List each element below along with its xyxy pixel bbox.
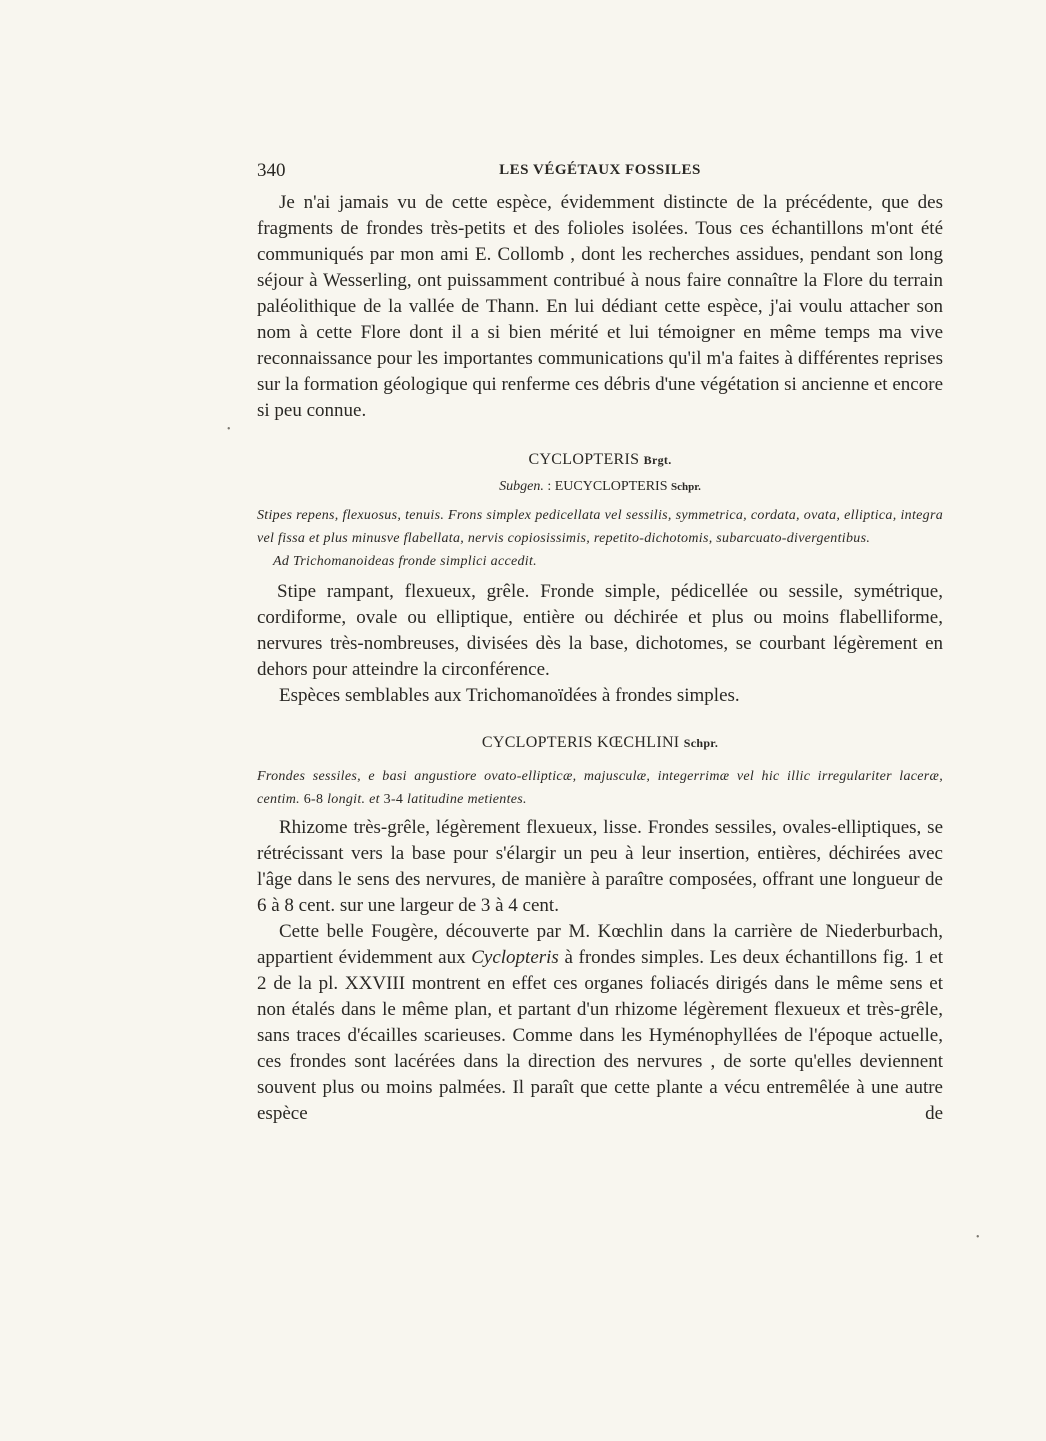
subgenus-separator: : [543,479,555,494]
species-heading [257,733,943,753]
genus-heading-author: Brgt. [643,453,672,467]
genus-name-italic: Cyclopteris [471,947,559,968]
page-number: 340 [257,160,286,181]
species-heading-author: Schpr. [683,736,719,750]
genus-heading [257,450,943,470]
genus-latin-affinity: Ad Trichomanoideas fronde simplici accedit. [273,554,537,569]
subgenus-label: Subgen. [499,479,544,494]
species-description: Rhizome très-grêle, légèrement flexueux, lisse. Frondes sessiles, ovales-elliptiques, se rétrécissant vers la base pour s'élargir un peu à leur insertion, entières, déchirées avec l'âge dans le sens des nervures, de manière à paraître composées, offrant une longueur de 6 à 8 cent. sur une largeur de 3 à 4 cent. [257,817,943,916]
margin-mark: • [227,424,231,435]
species-latin-part: longit. et [323,792,384,807]
species-latin-description [257,765,943,811]
genus-latin-description: Stipes repens, flexuosus, tenuis. Frons simplex pedicellata vel sessilis, symmetrica, cordata, ovata, elliptica, integra vel fissa et plus minusve flabellata, nervis copiosissimis, repetito-dichotomis, subarcuato-divergentibus. [257,508,943,546]
species-latin-width: 3-4 [383,792,404,807]
species-heading-name: CYCLOPTERIS KŒCHLINI [481,734,680,751]
species-latin-part: latitudine metientes. [403,792,527,807]
margin-mark: • [976,1232,980,1243]
genus-french-description: Stipe rampant, flexueux, grêle. Fronde simple, pédicellée ou sessile, symétrique, cordiforme, ovale ou elliptique, entière ou déchirée et plus ou moins flabelliforme, nervures très-nombreuses, divisées dès la base, dichotomes, se courbant légèrement en dehors pour atteindre la circonférence. [257,581,943,680]
genus-heading-name: CYCLOPTERIS [528,451,640,468]
subgenus-line [257,478,943,496]
running-head [257,158,943,184]
species-latin-length: 6-8 [303,792,324,807]
page [257,158,943,1127]
species-discussion [257,919,943,1127]
genus-french-affinity: Espèces semblables aux Trichomanoïdées à frondes simples. [279,685,740,706]
subgenus-author: Schpr. [671,481,701,493]
species-discussion-part: Cette belle Fougère, découverte par M. Kœchlin dans la carrière de Niederburbach, appartient évidemment aux [257,921,943,968]
species-discussion-part: à frondes simples. Les deux échantillons fig. 1 et 2 de la pl. XXVIII montrent en effet ces organes foliacés dirigés dans le même sens et non étalés dans le même plan, et partant d'un rhizome légèrement flexueux et très-grêle, sans traces d'écailles scarieuses. Comme dans les Hyménophyllées de l'époque actuelle, ces frondes sont lacérées dans la direction des nervures , de sorte qu'elles deviennent souvent plus ou moins palmées. Il paraît que cette plante a vécu entremêlée à une autre espèce de [257,947,943,1124]
running-title: LES VÉGÉTAUX FOSSILES [499,162,701,178]
intro-paragraph: Je n'ai jamais vu de cette espèce, évidemment distincte de la précédente, que des fragments de frondes très-petits et des folioles isolées. Tous ces échantillons m'ont été communiqués par mon ami E. Collomb , dont les recherches assidues, pendant son long séjour à Wesserling, ont puissamment contribué à nous faire connaître la Flore du terrain paléolithique de la vallée de Thann. En lui dédiant cette espèce, j'ai voulu attacher son nom à cette Flore dont il a si bien mérité et lui témoigner en même temps ma vive reconnaissance pour les importantes communications qu'il m'a faites à différentes reprises sur la formation géologique qui renferme ces débris d'une végétation si ancienne et encore si peu connue. [257,192,943,421]
subgenus-name: EUCYCLOPTERIS [554,479,668,494]
species-latin-part: Frondes sessiles, e basi angustiore ovato-ellipticæ, majusculæ, integerrimæ vel hic illic irregulariter laceræ, centim. [257,769,943,807]
